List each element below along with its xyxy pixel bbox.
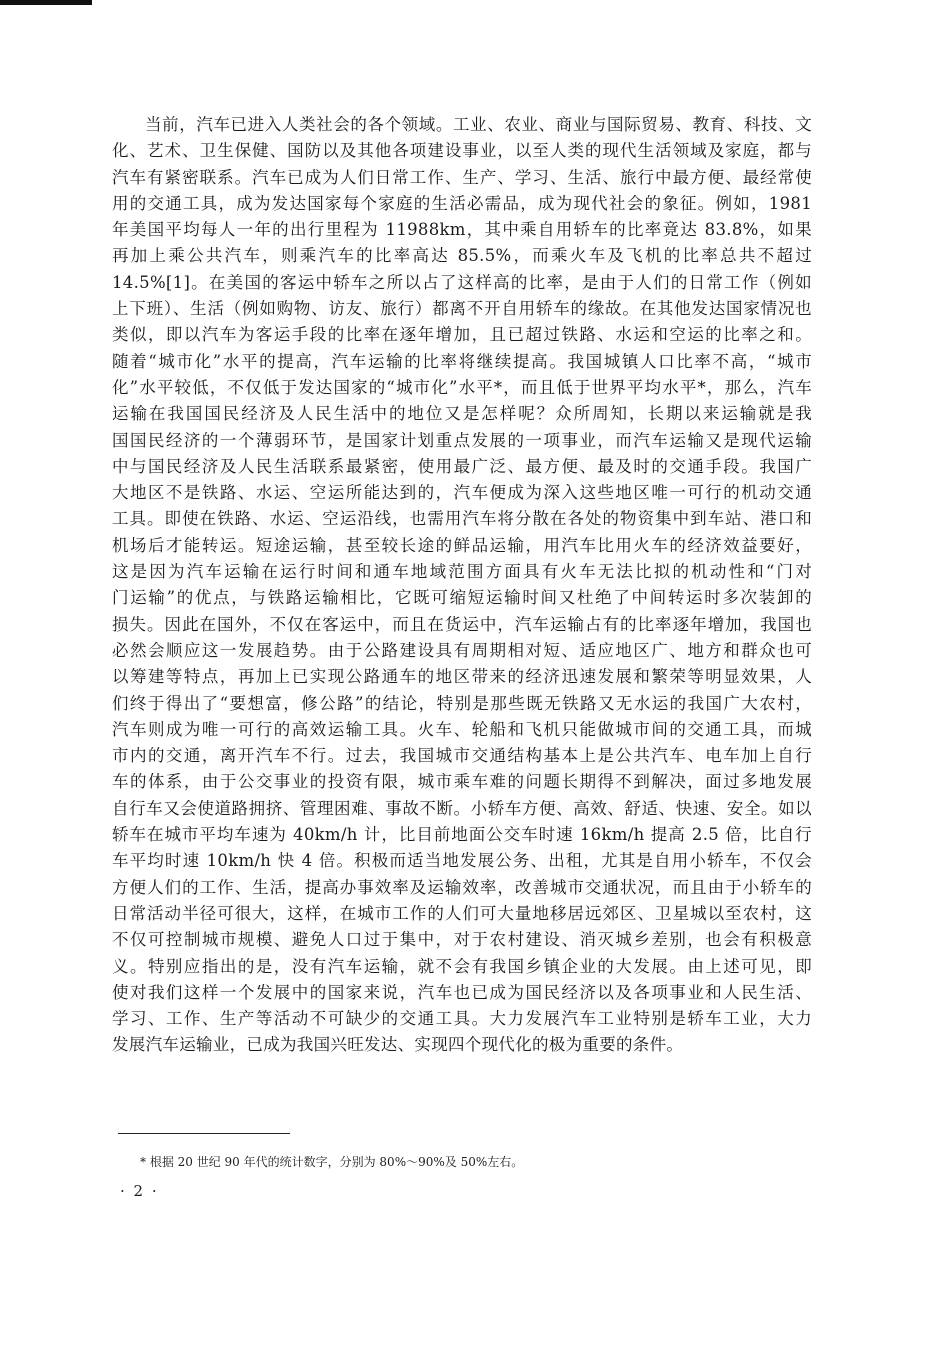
text-line: 化、艺术、卫生保健、国防以及其他各项建设事业，以至人类的现代生活领域及家庭，都与 [112, 141, 812, 161]
text-line: 义。特别应指出的是，没有汽车运输，就不会有我国乡镇企业的大发展。由上述可见，即 [112, 956, 812, 976]
text-line: 轿车在城市平均车速为 40km/h 计，比目前地面公交车时速 16km/h 提高 2.5 倍，比自行 [112, 825, 812, 845]
text-line: 车平均时速 10km/h 快 4 倍。积极而适当地发展公务、出租，尤其是自用小轿车，不仅会 [112, 851, 812, 871]
text-line: 年美国平均每人一年的出行里程为 11988km，其中乘自用轿车的比率竟达 83.8%，如果 [112, 220, 812, 240]
text-line: 随着“城市化”水平的提高，汽车运输的比率将继续提高。我国城镇人口比率不高，“城市 [112, 351, 812, 371]
text-line: 化”水平较低，不仅低于发达国家的“城市化”水平*，而且低于世界平均水平*，那么，汽车 [112, 377, 812, 397]
text-line: 以筹建等特点，再加上已实现公路通车的地区带来的经济迅速发展和繁荣等明显效果，人 [112, 667, 812, 687]
text-line: 中与国民经济及人民生活联系最紧密，使用最广泛、最方便、最及时的交通手段。我国广 [112, 456, 812, 476]
text-line: 发展汽车运输业，已成为我国兴旺发达、实现四个现代化的极为重要的条件。 [112, 1035, 684, 1055]
text-line: 工具。即使在铁路、水运、空运沿线，也需用汽车将分散在各处的物资集中到车站、港口和 [112, 509, 812, 529]
text-line: 不仅可控制城市规模、避免人口过于集中，对于农村建设、消灭城乡差别，也会有积极意 [112, 930, 812, 950]
text-line: 学习、工作、生产等活动不可缺少的交通工具。大力发展汽车工业特别是轿车工业，大力 [112, 1009, 812, 1029]
footnote: * 根据 20 世纪 90 年代的统计数字，分别为 80%～90%及 50%左右。 [140, 1155, 524, 1169]
text-line: 日常活动半径可很大，这样，在城市工作的人们可大量地移居远郊区、卫星城以至农村，这 [112, 903, 812, 923]
text-line: 门运输”的优点，与铁路运输相比，它既可缩短运输时间又杜绝了中间转运时多次装卸的 [112, 588, 812, 608]
text-line: 使对我们这样一个发展中的国家来说，汽车也已成为国民经济以及各项事业和人民生活、 [112, 982, 812, 1002]
body-paragraph [112, 112, 812, 1059]
text-line: 汽车则成为唯一可行的高效运输工具。火车、轮船和飞机只能做城市间的交通工具，而城 [112, 719, 812, 739]
text-line: 14.5%[1]。在美国的客运中轿车之所以占了这样高的比率，是由于人们的日常工作（例如 [112, 272, 812, 292]
text-line: 当前，汽车已进入人类社会的各个领域。工业、农业、商业与国际贸易、教育、科技、文 [145, 115, 812, 134]
text-line: 机场后才能转运。短途运输，甚至较长途的鲜品运输，用汽车比用火车的经济效益要好， [112, 535, 812, 555]
text-line: 大地区不是铁路、水运、空运所能达到的，汽车便成为深入这些地区唯一可行的机动交通 [112, 483, 812, 503]
text-line: 汽车有紧密联系。汽车已成为人们日常工作、生产、学习、生活、旅行中最方便、最经常使 [112, 167, 812, 187]
text-line: 损失。因此在国外，不仅在客运中，而且在货运中，汽车运输占有的比率逐年增加，我国也 [112, 614, 812, 634]
text-line: 上下班）、生活（例如购物、访友、旅行）都离不开自用轿车的缘故。在其他发达国家情况也 [112, 299, 812, 319]
text-line: 们终于得出了“要想富，修公路”的结论，特别是那些既无铁路又无水运的我国广大农村， [112, 693, 812, 713]
text-line: 用的交通工具，成为发达国家每个家庭的生活必需品，成为现代社会的象征。例如，1981 [112, 193, 812, 213]
text-line: 这是因为汽车运输在运行时间和通车地域范围方面具有火车无法比拟的机动性和“门对 [112, 562, 812, 582]
text-line: 国国民经济的一个薄弱环节，是国家计划重点发展的一项事业，而汽车运输又是现代运输 [112, 430, 812, 450]
text-line: 自行车又会使道路拥挤、管理困难、事故不断。小轿车方便、高效、舒适、快速、安全。如以 [112, 798, 812, 818]
text-line: 方便人们的工作、生活，提高办事效率及运输效率，改善城市交通状况，而且由于小轿车的 [112, 877, 812, 897]
text-line: 再加上乘公共汽车，则乘汽车的比率高达 85.5%，而乘火车及飞机的比率总共不超过 [112, 246, 812, 266]
top-corner-rule [0, 0, 92, 5]
text-line: 市内的交通，离开汽车不行。过去，我国城市交通结构基本上是公共汽车、电车加上自行 [112, 746, 812, 766]
text-line: 必然会顺应这一发展趋势。由于公路建设具有周期相对短、适应地区广、地方和群众也可 [112, 640, 812, 660]
page-number: · 2 · [120, 1182, 159, 1200]
text-line: 车的体系，由于公交事业的投资有限，城市乘车难的问题长期得不到解决，面过多地发展 [112, 772, 812, 792]
text-line: 运输在我国国民经济及人民生活中的地位又是怎样呢？众所周知，长期以来运输就是我 [112, 404, 812, 424]
footnote-separator [118, 1133, 290, 1134]
text-line: 类似，即以汽车为客运手段的比率在逐年增加，且已超过铁路、水运和空运的比率之和。 [112, 325, 812, 345]
